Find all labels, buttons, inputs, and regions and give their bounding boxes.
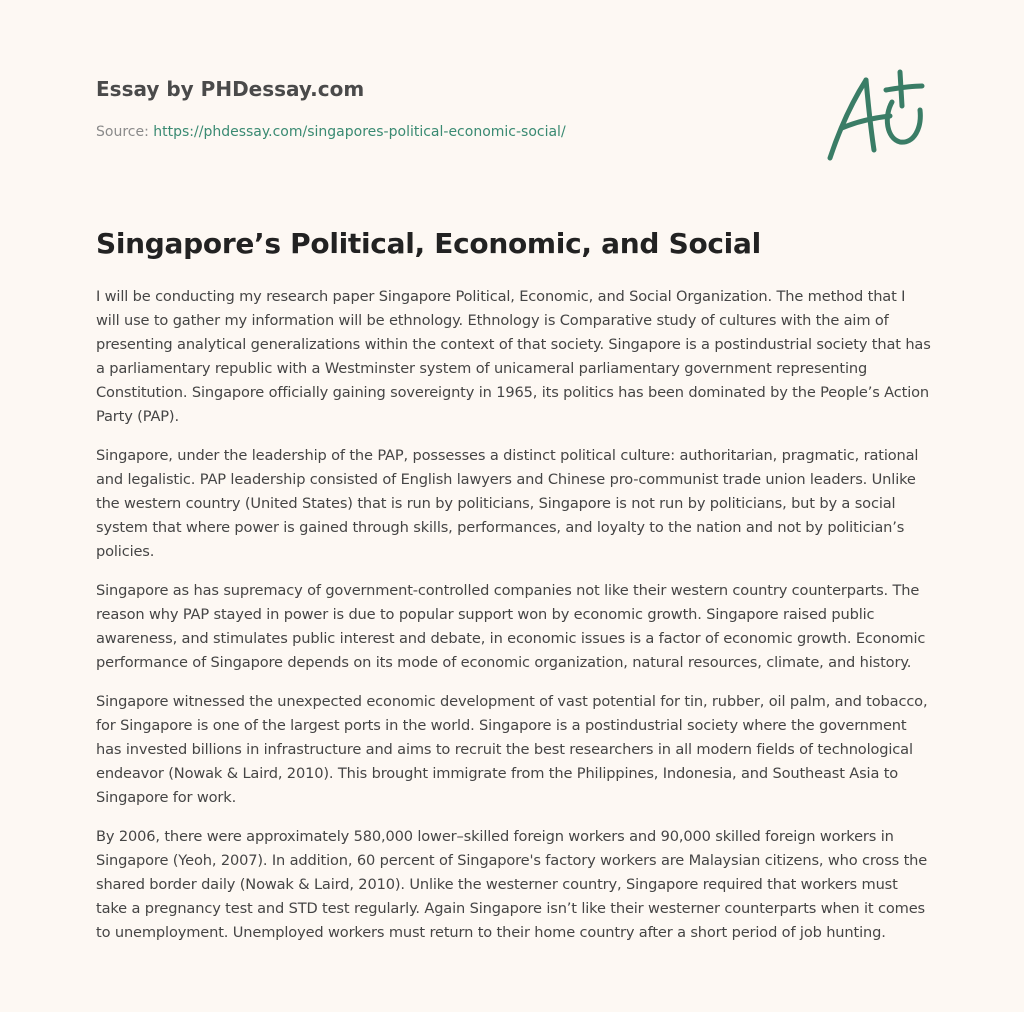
document-title: Singapore’s Political, Economic, and Social	[96, 227, 761, 260]
source-line	[96, 122, 796, 142]
source-label: Source:	[96, 124, 154, 140]
page-header	[96, 74, 796, 142]
site-title: Essay by PHDessay.com	[96, 77, 365, 101]
essay-body	[96, 285, 932, 960]
a-plus-grade-icon	[822, 66, 932, 166]
paragraph: Singapore as has supremacy of government-controlled companies not like their western country counterparts. The reason why PAP stayed in power is due to popular support won by economic growth. Singapore raised public awareness, and stimulates public interest and debate, in economic issues is a factor of economic growth. Economic performance of Singapore depends on its mode of economic organization, natural resources, climate, and history.	[96, 582, 926, 671]
source-link[interactable]: https://phdessay.com/singapores-political-economic-social/	[153, 124, 566, 140]
paragraph: I will be conducting my research paper Singapore Political, Economic, and Social Organization. The method that I will use to gather my information will be ethnology. Ethnology is Comparative study of cultures with the aim of presenting analytical generalizations within the context of that society. Singapore is a postindustrial society that has a parliamentary republic with a Westminster system of unicameral parliamentary government representing Constitution. Singapore officially gaining sovereignty in 1965, its politics has been dominated by the People’s Action Party (PAP).	[96, 288, 931, 425]
paragraph: By 2006, there were approximately 580,000 lower–skilled foreign workers and 90,000 skilled foreign workers in Singapore (Yeoh, 2007). In addition, 60 percent of Singapore's factory workers are Malaysian citizens, who cross the shared border daily (Nowak & Laird, 2010). Unlike the westerner country, Singapore required that workers must take a pregnancy test and STD test regularly. Again Singapore isn’t like their westerner counterparts when it comes to unemployment. Unemployed workers must return to their home country after a short period of job hunting.	[96, 828, 928, 941]
paragraph: Singapore witnessed the unexpected economic development of vast potential for tin, rubber, oil palm, and tobacco, for Singapore is one of the largest ports in the world. Singapore is a postindustrial society where the government has invested billions in infrastructure and aims to recruit the best researchers in all modern fields of technological endeavor (Nowak & Laird, 2010). This brought immigrate from the Philippines, Indonesia, and Southeast Asia to Singapore for work.	[96, 693, 928, 806]
paragraph: Singapore, under the leadership of the PAP, possesses a distinct political culture: authoritarian, pragmatic, rational and legalistic. PAP leadership consisted of English lawyers and Chinese pro-communist trade union leaders. Unlike the western country (United States) that is run by politicians, Singapore is not run by politicians, but by a social system that where power is gained through skills, performances, and loyalty to the nation and not by politician’s policies.	[96, 447, 919, 560]
